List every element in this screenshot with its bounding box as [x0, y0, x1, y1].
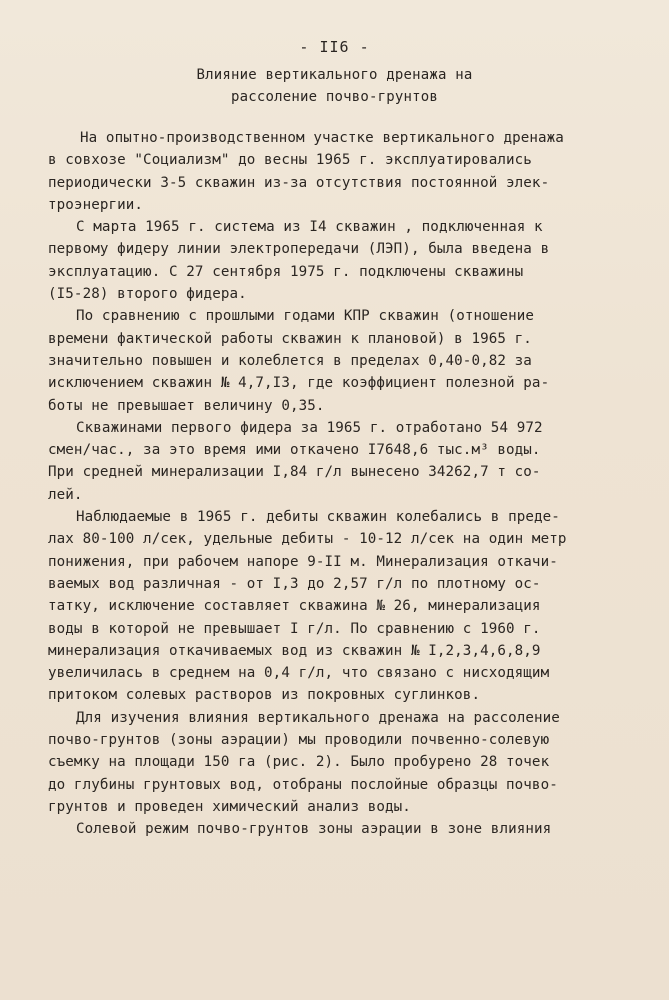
text-line: понижения, при рабочем напоре 9-II м. Минерализация откачи- [48, 553, 558, 570]
text-line: лей. [48, 486, 83, 503]
text-line: смен/час., за это время ими откачено I7648,6 тыс.м³ воды. [48, 442, 541, 459]
text-line: лах 80-100 л/сек, удельные дебиты - 10-12 л/сек на один метр [48, 531, 567, 548]
text-line: исключением скважин № 4,7,I3, где коэффициент полезной ра- [48, 375, 550, 392]
text-line: троэнергии. [48, 196, 144, 213]
text-line: почво-грунтов (зоны аэрации) мы проводили почвенно-солевую [48, 732, 550, 749]
text-line: грунтов и проведен химический анализ воды. [48, 798, 411, 815]
text-line: съемку на площади 150 га (рис. 2). Было пробурено 28 точек [48, 754, 550, 771]
text-line: Для изучения влияния вертикального дренажа на рассоление [76, 709, 560, 726]
text-line: периодически 3-5 скважин из-за отсутствия постоянной элек- [48, 174, 550, 191]
page-number: - II6 - [299, 38, 370, 56]
text-line: татку, исключение составляет скважина № 26, минерализация [48, 598, 541, 615]
text-line: первому фидеру линии электропередачи (ЛЭП), была введена в [48, 241, 550, 258]
text-line: в совхозе "Социализм" до весны 1965 г. эксплуатировались [48, 152, 532, 169]
text-line: притоком солевых растворов из покровных суглинков. [48, 687, 481, 704]
text-line: На опытно-производственном участке вертикального дренажа [80, 130, 564, 146]
text-line: Скважинами первого фидера за 1965 г. отработано 54 972 [76, 419, 543, 436]
text-line: воды в которой не превышает I г/л. По сравнению с 1960 г. [48, 620, 541, 637]
text-line: увеличилась в среднем на 0,4 г/л, что связано с нисходящим [48, 665, 550, 682]
text-line: эксплуатацию. С 27 сентября 1975 г. подключены скважины [48, 263, 524, 280]
text-line: (I5-28) второго фидера. [48, 286, 247, 303]
text-line: С марта 1965 г. система из I4 скважин , подключенная к [76, 219, 543, 236]
text-line: до глубины грунтовых вод, отобраны послойные образцы почво- [48, 776, 558, 793]
text-line: При средней минерализации I,84 г/л вынесено 34262,7 т со- [48, 464, 541, 481]
text-line: По сравнению с прошлыми годами КПР скважин (отношение [76, 308, 535, 325]
text-line: Наблюдаемые в 1965 г. дебиты скважин колебались в преде- [76, 509, 560, 526]
body-text [48, 127, 590, 841]
text-line: минерализация откачиваемых вод из скважин № I,2,3,4,6,8,9 [48, 642, 541, 659]
section-title-line-2: рассоление почво-грунтов [230, 89, 439, 105]
text-line: боты не превышает величину 0,35. [48, 397, 325, 414]
text-line: времени фактической работы скважин к плановой) в 1965 г. [48, 330, 532, 347]
text-line: значительно повышен и колеблется в пределах 0,40-0,82 за [48, 352, 532, 369]
section-title-line-1: Влияние вертикального дренажа на [196, 67, 473, 83]
text-line: ваемых вод различная - от I,3 до 2,57 г/л по плотному ос- [48, 575, 541, 592]
text-line: Солевой режим почво-грунтов зоны аэрации в зоне влияния [76, 821, 552, 838]
